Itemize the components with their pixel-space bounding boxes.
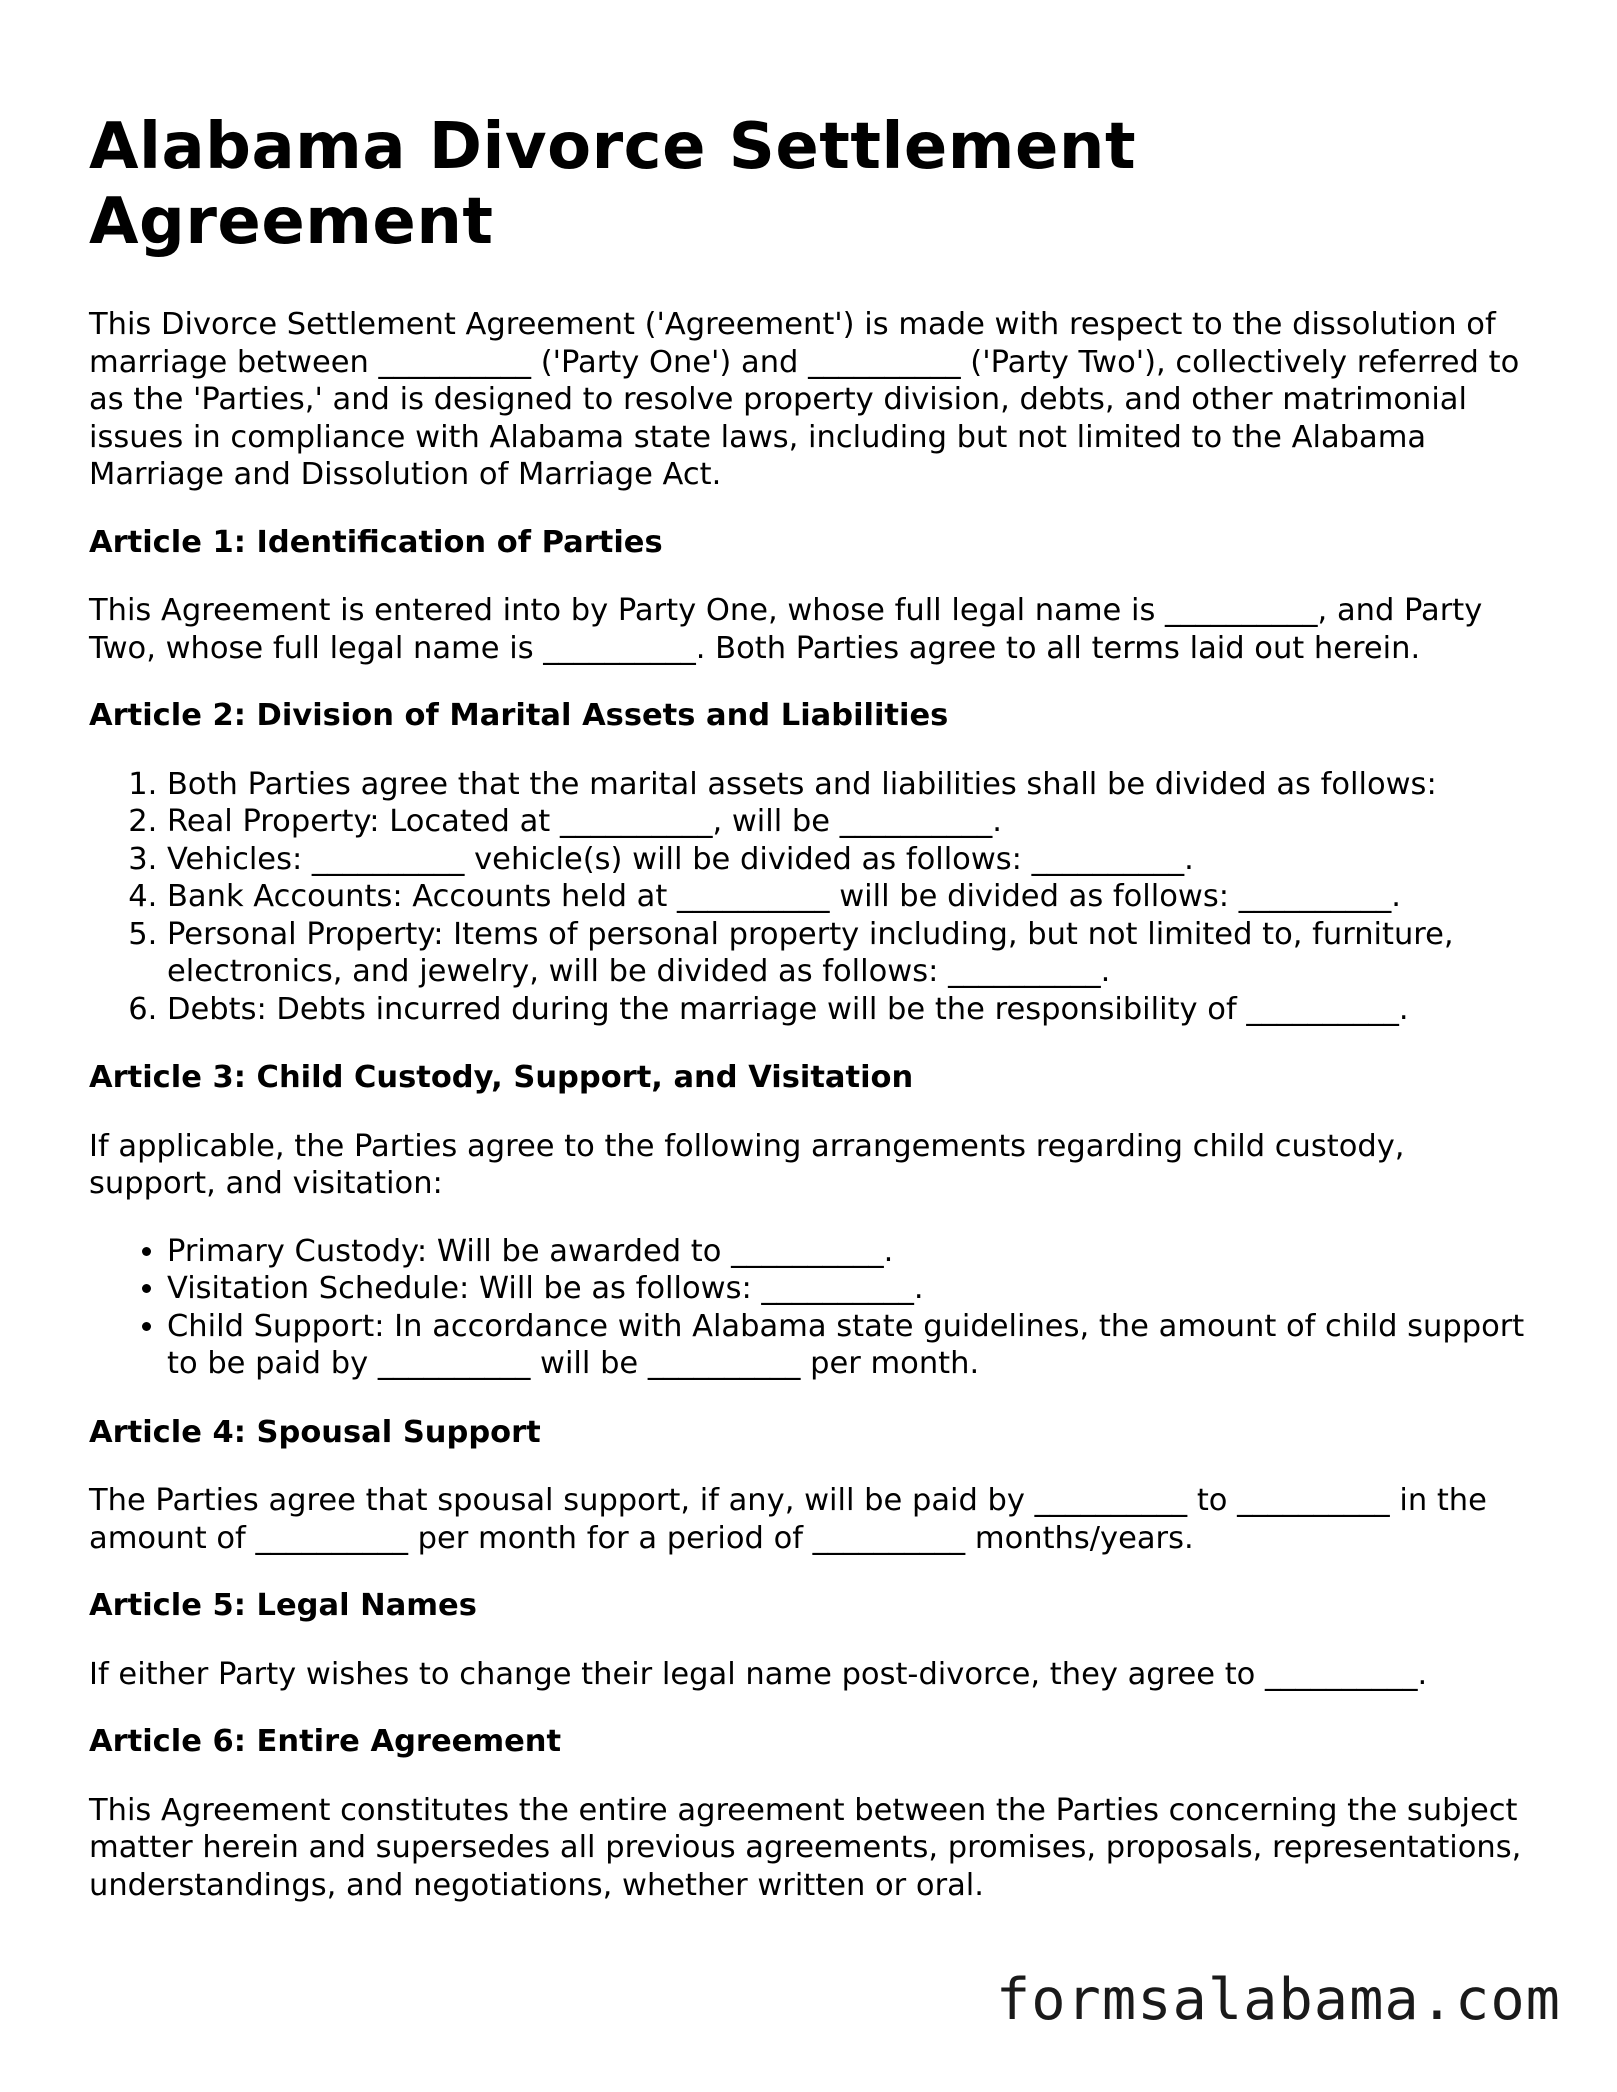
article-2-list: [89, 766, 1529, 1029]
document-title: Alabama Divorce Settlement Agreement: [89, 110, 1137, 259]
article-1-heading: Article 1: Identification of Parties: [89, 524, 663, 560]
list-item: 3. Vehicles: __________ vehicle(s) will be divided as follows: __________.: [167, 841, 1529, 879]
document-body: [89, 110, 1529, 1934]
article-5-text: If either Party wishes to change their legal name post-divorce, they agree to __________.: [89, 1656, 1428, 1692]
list-item: • Child Support: In accordance with Alabama state guidelines, the amount of child support to be paid by __________ will be __________ per month.: [167, 1308, 1529, 1383]
article-6-heading: Article 6: Entire Agreement: [89, 1724, 562, 1759]
article-4-heading: Article 4: Spousal Support: [89, 1414, 541, 1450]
article-6-text: This Agreement constitutes the entire agreement between the Parties concerning the subject matter herein and supersedes all previous agreements, promises, proposals, representations, understandings, and negotiations, whether written or oral.: [89, 1792, 1522, 1903]
article-5-heading: Article 5: Legal Names: [89, 1588, 477, 1623]
article-4-text: The Parties agree that spousal support, if any, will be paid by __________ to __________ in the amount of __________ per month for a period of __________ months/years.: [89, 1483, 1487, 1556]
list-item: 1. Both Parties agree that the marital assets and liabilities shall be divided as follows:: [167, 766, 1529, 804]
article-1-text: This Agreement is entered into by Party One, whose full legal name is __________, and Party Two, whose full legal name is __________. Both Parties agree to all terms laid out herein.: [89, 593, 1483, 666]
list-item: • Visitation Schedule: Will be as follows: __________.: [167, 1270, 1529, 1308]
list-item: • Primary Custody: Will be awarded to __________.: [167, 1233, 1529, 1271]
list-item: 2. Real Property: Located at __________, will be __________.: [167, 803, 1529, 841]
article-3-list: [89, 1233, 1529, 1383]
intro-paragraph: This Divorce Settlement Agreement ('Agreement') is made with respect to the dissolution of marriage between __________ ('Party One') and __________ ('Party Two'), collectively referred to as the 'Parties,' and is designed to resolve property division, debts, and other matrimonial issues in compliance with Alabama state laws, including but not limited to the Alabama Marriage and Dissolution of Marriage Act.: [89, 307, 1520, 492]
article-3-text: If applicable, the Parties agree to the following arrangements regarding child custody, support, and visitation:: [89, 1128, 1405, 1201]
article-3-heading: Article 3: Child Custody, Support, and Visitation: [89, 1060, 914, 1095]
list-item: 5. Personal Property: Items of personal property including, but not limited to, furniture, electronics, and jewelry, will be divided as follows: __________.: [167, 916, 1529, 991]
footer-watermark: formsalabama.com: [995, 1967, 1561, 2033]
list-item: 4. Bank Accounts: Accounts held at __________ will be divided as follows: __________.: [167, 878, 1529, 916]
article-2-heading: Article 2: Division of Marital Assets and Liabilities: [89, 698, 949, 733]
list-item: 6. Debts: Debts incurred during the marriage will be the responsibility of __________.: [167, 991, 1529, 1029]
